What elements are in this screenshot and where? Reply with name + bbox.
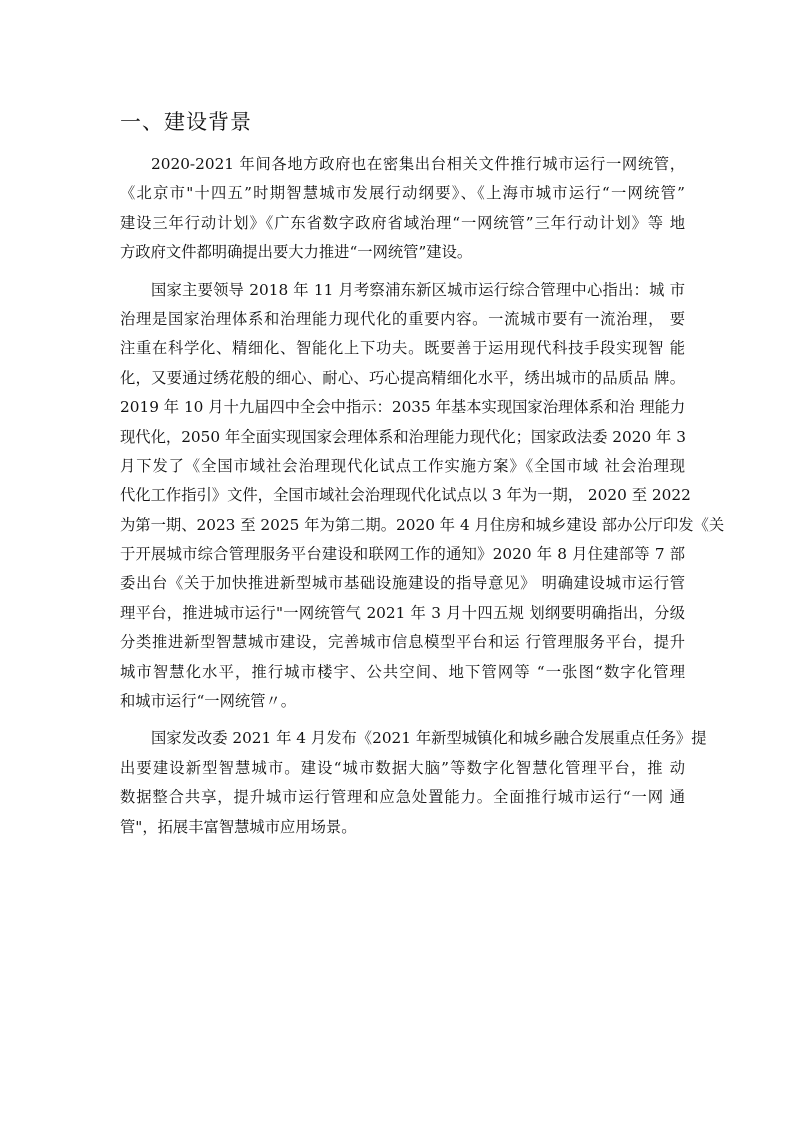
document-body: [120, 150, 725, 842]
text-line: 方政府文件都明确提出要大力推进“一网统管”建设。: [120, 243, 473, 262]
text-line: 代化工作指引》文件，全国市域社会治理现代化试点以 3 年为一期， 2020 至 2022: [120, 486, 691, 505]
text-line: 为第一期、2023 至 2025 年为第二期。2020 年 4 月住房和城乡建设 部办公厅印发《关: [120, 515, 725, 534]
text-line: 出要建设新型智慧城市。建设“城市数据大脑”等数字化智慧化管理平台，推 动: [120, 758, 685, 777]
text-line: 城市智慧化水平，推行城市楼宇、公共空间、地下管网等 “一张图“数字化管理: [120, 662, 685, 681]
text-line: 管"，拓展丰富智慧城市应用场景。: [120, 817, 357, 836]
text-line: 月下发了《全国市域社会治理现代化试点工作实施方案》《全国市域 社会治理现: [120, 456, 685, 475]
text-line: 于开展城市综合管理服务平台建设和联网工作的通知》2020 年 8 月住建部等 7 部: [120, 545, 685, 564]
text-line: 国家发改委 2021 年 4 月发布《2021 年新型城镇化和城乡融合发展重点任务》提: [151, 729, 707, 748]
text-line: 治理是国家治理体系和治理能力现代化的重要内容。一流城市要有一流治理， 要: [120, 309, 685, 328]
text-line: 委出台《关于加快推进新型城市基础设施建设的指导意见》 明确建设城市运行管: [120, 574, 685, 593]
paragraph-1: [120, 150, 685, 268]
text-line: 建设三年行动计划》《广东省数字政府省域治理“一网统管”三年行动计划》等 地: [120, 213, 685, 232]
text-line: 注重在科学化、精细化、智能化上下功夫。既要善于运用现代科技手段实现智 能: [120, 339, 685, 358]
text-line: 2019 年 10 月十九届四中全会中指示：2035 年基本实现国家治理体系和治 理能力: [120, 398, 686, 417]
text-line: 数据整合共享，提升城市运行管理和应急处置能力。全面推行城市运行“一网 通: [120, 788, 685, 807]
paragraph-3: [120, 724, 707, 842]
text-line: 分类推进新型智慧城市建设，完善城市信息模型平台和运 行管理服务平台，提升: [120, 633, 685, 652]
text-line: 现代化，2050 年全面实现国家会理体系和治理能力现代化；国家政法委 2020 年 3: [120, 427, 686, 446]
text-line: 2020-2021 年间各地方政府也在密集出台相关文件推行城市运行一网统管，: [151, 155, 685, 173]
section-heading: 一、建设背景: [120, 110, 252, 134]
text-line: 理平台，推进城市运行"一网统管气 2021 年 3 月十四五规 划纲要明确指出，分级: [120, 603, 685, 622]
text-line: 化，又要通过绣花般的细心、耐心、巧心提高精细化水平，绣出城市的品质品 牌。: [120, 368, 685, 387]
text-line: 《北京市"十四五”时期智慧城市发展行动纲要》、《上海市城市运行“一网统管”: [120, 184, 685, 203]
text-line: 国家主要领导 2018 年 11 月考察浦东新区城市运行综合管理中心指出：城 市: [151, 280, 685, 299]
paragraph-2: [120, 276, 725, 717]
text-line: 和城市运行“一网统管〃。: [120, 692, 297, 711]
